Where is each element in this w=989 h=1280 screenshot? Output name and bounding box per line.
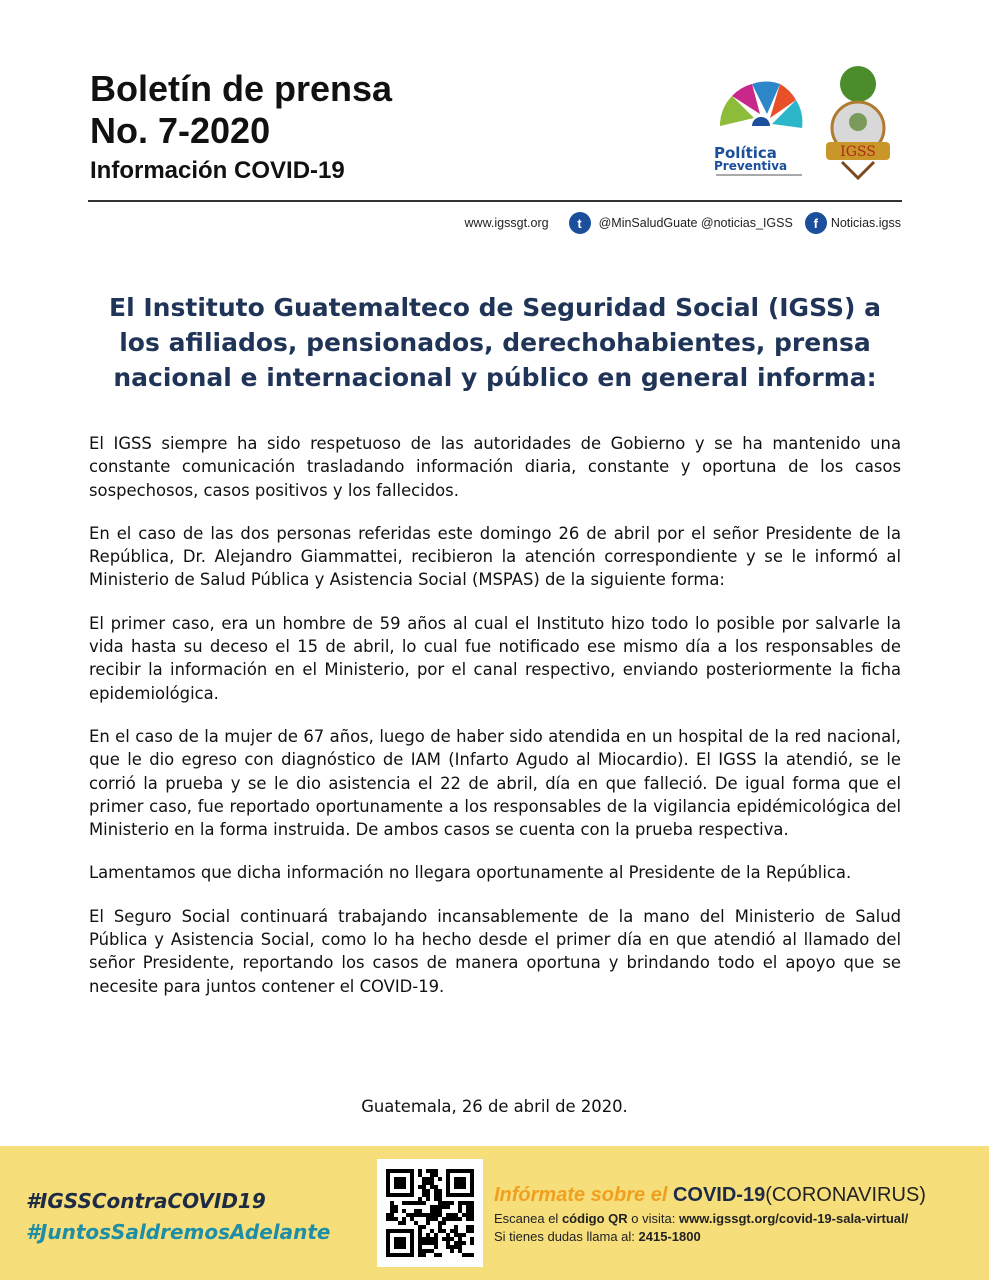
politica-preventiva-logo [714, 82, 802, 176]
hashtag: #IGSSContraCOVID19 [26, 1189, 266, 1213]
svg-text:IGSS: IGSS [840, 144, 876, 160]
hashtags [26, 1186, 330, 1248]
paragraph: El IGSS siempre ha sido respetuoso de las autoridades de Gobierno y se ha mantenido una constante comunicación trasladando información diaria, constante y oportuna de los casos sospechosos, casos positivos y los fallecidos. [89, 434, 901, 500]
logos [712, 66, 902, 182]
header-divider [88, 200, 902, 202]
date-line: Guatemala, 26 de abril de 2020. [361, 1097, 628, 1116]
paragraph: En el caso de la mujer de 67 años, luego de haber sido atendida en un hospital de la red nacional, que le dio egreso con diagnóstico de IAM (Infarto Agudo al Miocardio). El IGSS la atendió, se le corrió la prueba y se le dio asistencia el 22 de abril, día en que falleció. De igual forma que el primer caso, fue reportado oportunamente a los responsables de la vigilancia epidémicológica del Ministerio en la forma instruida. De ambos casos se cuenta con la prueba respectiva. [89, 726, 901, 840]
covid-info [494, 1184, 926, 1246]
svg-text:Política: Política [714, 144, 777, 162]
info-covid: COVID-19 [672, 1184, 766, 1206]
qr-code-graphic [386, 1168, 474, 1258]
facebook-icon: f [805, 212, 827, 234]
bulletin-subtitle: Información COVID-19 [90, 157, 345, 184]
paragraph: En el caso de las dos personas referidas este domingo 26 de abril por el señor Presidente de la República, Dr. Alejandro Giammattei, recibieron la atención correspondiente y se le informó al Ministerio de Salud Pública y Asistencia Social (MSPAS) de la siguiente forma: [89, 523, 901, 590]
bulletin-title [90, 68, 392, 188]
qr-code[interactable] [377, 1159, 483, 1267]
igss-logo [826, 66, 890, 178]
scan-visit-text: o visita: [631, 1211, 676, 1226]
phone-number[interactable]: 2415-1800 [638, 1229, 701, 1244]
scan-text: Escanea el [494, 1211, 559, 1226]
scan-qr-text: código QR [561, 1211, 628, 1226]
facebook-page[interactable]: Noticias.igss [830, 216, 901, 230]
twitter-icon: t [569, 212, 591, 234]
paragraph: Lamentamos que dicha información no llegara oportunamente al Presidente de la República. [89, 863, 852, 883]
info-coronavirus: (CORONAVIRUS) [765, 1184, 926, 1206]
phone-label: Si tienes dudas llama al: [494, 1229, 635, 1244]
website-link[interactable]: www.igssgt.org [464, 216, 549, 230]
title-line-1: Boletín de prensa [90, 68, 393, 109]
hashtag: #JuntosSaldremosAdelante [26, 1220, 331, 1244]
social-links [465, 212, 901, 234]
paragraph: El Seguro Social continuará trabajando incansablemente de la mano del Ministerio de Salud Pública y Asistencia Social, como lo ha hecho desde el primer día en que atendió al llamado del señor Presidente, reportando los casos de manera oportuna y brindando todo el apoyo que se necesite para juntos contener el COVID-19. [89, 906, 901, 996]
footer-banner [0, 1146, 989, 1280]
bulletin-body [89, 432, 901, 1018]
svg-text:Preventiva: Preventiva [714, 159, 788, 173]
paragraph: El primer caso, era un hombre de 59 años al cual el Instituto hizo todo lo posible por salvarle la vida hasta su deceso el 15 de abril, lo cual fue notificado ese mismo día a los responsables de recibir la información en el Ministerio, por el canal respectivo, enviando posteriormente la ficha epidemiológica. [89, 613, 901, 703]
covid-url-link[interactable]: www.igssgt.org/covid-19-sala-virtual/ [679, 1211, 909, 1226]
bulletin-number: No. 7-2020 [90, 110, 271, 151]
headline: El Instituto Guatemalteco de Seguridad Social (IGSS) a los afiliados, pensionados, derechohabientes, prensa nacional e internacional y público en general informa: [109, 293, 881, 392]
twitter-handles[interactable]: @MinSaludGuate @noticias_IGSS [598, 216, 793, 230]
info-heading: Infórmate sobre el [494, 1184, 668, 1206]
